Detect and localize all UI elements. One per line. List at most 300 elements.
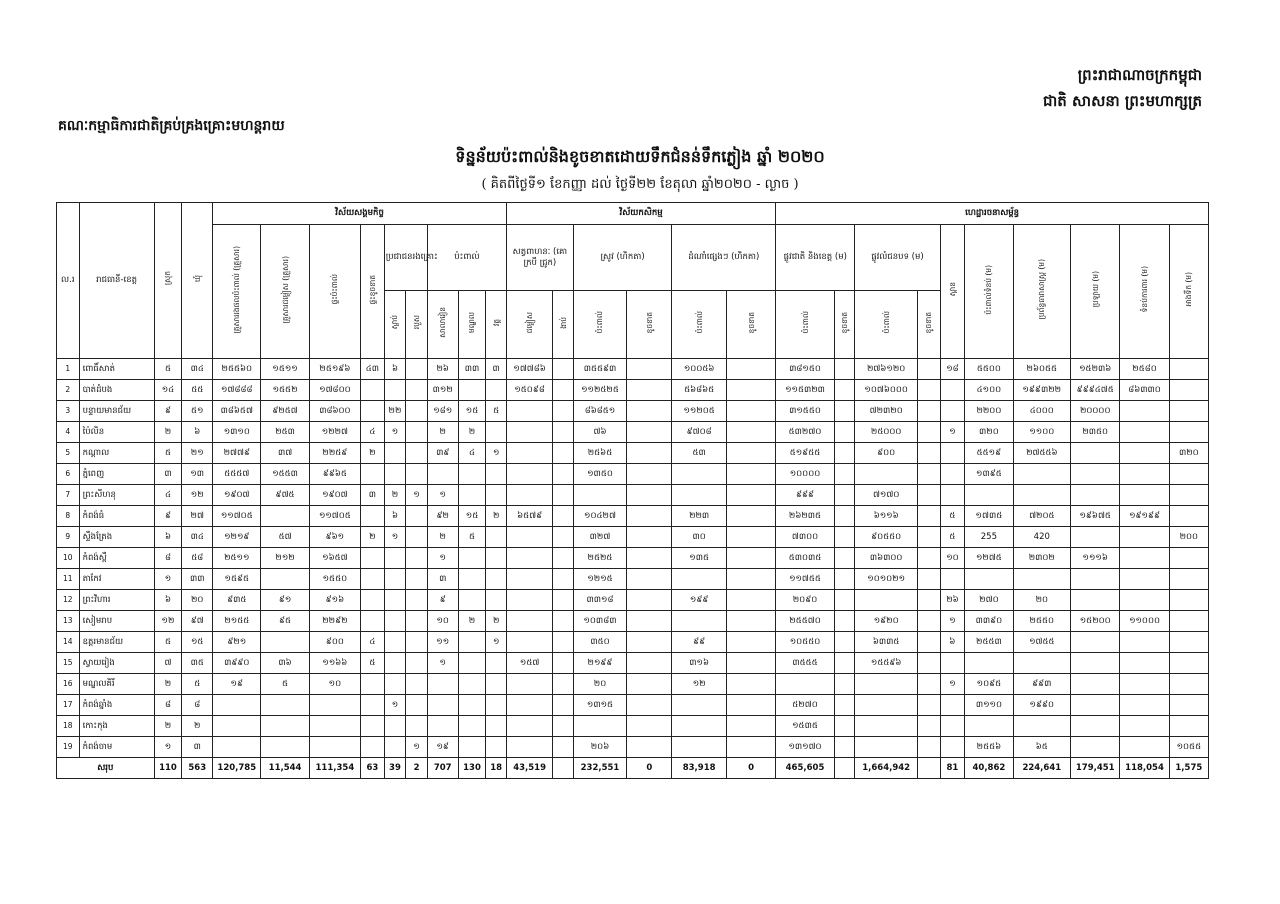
table-cell <box>726 422 775 443</box>
table-cell: ៣០ <box>672 527 726 548</box>
table-cell <box>1071 443 1120 464</box>
row-number: 1 <box>57 359 80 380</box>
table-cell: ២០០០០ <box>1071 401 1120 422</box>
table-cell: ១១១៦ <box>1071 548 1120 569</box>
commune-count: ៣៤ <box>182 359 213 380</box>
kingdom-line1: ព្រះរាជាណាចក្រកម្ពុជា <box>1077 66 1202 84</box>
header-commune: ឃុំ <box>192 274 202 283</box>
table-cell <box>918 548 941 569</box>
table-cell: ២៧០ <box>965 590 1013 611</box>
total-cell: 224,641 <box>1013 758 1071 779</box>
row-number: 5 <box>57 443 80 464</box>
table-cell: ២០៩០ <box>776 590 835 611</box>
row-number: 2 <box>57 380 80 401</box>
table-cell: ១២ <box>672 674 726 695</box>
table-cell <box>940 464 965 485</box>
table-cell <box>965 485 1013 506</box>
total-cell: 63 <box>361 758 385 779</box>
table-cell <box>1071 527 1120 548</box>
header-health: មណ្ឌល <box>467 311 477 334</box>
table-cell: ១១ <box>427 632 458 653</box>
table-cell: ៤០០០ <box>1013 401 1071 422</box>
table-cell <box>458 674 486 695</box>
table-cell: ៦៥ <box>1013 737 1071 758</box>
table-cell: ១៥១១ <box>261 359 309 380</box>
table-cell: ២៧៥៥៦ <box>1013 443 1071 464</box>
table-cell <box>672 695 726 716</box>
district-count: ៥ <box>154 443 182 464</box>
table-cell <box>855 737 918 758</box>
table-cell: ៤១០០ <box>965 380 1013 401</box>
table-cell <box>1120 590 1169 611</box>
document-subtitle: ( គិតពីថ្ងៃទី១ ខែកញ្ញា ដល់ ថ្ងៃទី២២ ខែតុលា ឆ្នាំ២០២០ - ល្ងាច ) <box>481 177 799 192</box>
table-cell: ២៥០០០ <box>855 422 918 443</box>
table-cell <box>361 611 385 632</box>
table-cell: ៩១៦ <box>309 590 360 611</box>
table-cell <box>507 527 553 548</box>
district-count: ៥ <box>154 359 182 380</box>
commune-count: ៥១ <box>182 401 213 422</box>
table-cell: ៥ <box>940 506 965 527</box>
table-cell: ១៩៩០ <box>1013 695 1071 716</box>
table-cell <box>553 485 574 506</box>
table-cell: 255 <box>965 527 1013 548</box>
header-dead: ស្លាប់ <box>390 315 400 330</box>
table-cell: ២៧៧៩ <box>213 443 261 464</box>
table-cell <box>213 737 261 758</box>
table-row <box>57 464 1209 485</box>
table-cell <box>427 716 458 737</box>
row-number: 7 <box>57 485 80 506</box>
table-cell: ១២២៧ <box>309 422 360 443</box>
province-name: ពោធិ៍សាត់ <box>79 359 154 380</box>
table-cell: ៣ <box>486 359 507 380</box>
table-cell: ១៨ <box>940 359 965 380</box>
total-cell: 465,605 <box>776 758 835 779</box>
table-cell: ១០ <box>427 611 458 632</box>
table-cell <box>940 737 965 758</box>
table-cell <box>1071 569 1120 590</box>
table-cell <box>726 548 775 569</box>
table-cell: ២៥៥៣ <box>965 632 1013 653</box>
total-label: សរុប <box>57 758 155 779</box>
table-cell: ២ <box>427 422 458 443</box>
table-cell <box>855 674 918 695</box>
table-cell <box>507 401 553 422</box>
table-cell <box>726 443 775 464</box>
table-cell: ២ <box>384 485 406 506</box>
table-cell <box>726 590 775 611</box>
table-cell: ១៥៥៣ <box>261 464 309 485</box>
table-cell <box>1120 422 1169 443</box>
header-infra: ហេដ្ឋារចនាសម្ព័ន្ធ <box>776 203 1209 225</box>
table-cell <box>1013 485 1071 506</box>
table-cell: ៥៦៨៦៥ <box>672 380 726 401</box>
table-cell: ៣ <box>361 485 385 506</box>
table-cell <box>627 632 672 653</box>
table-cell: ២៦២៣៥ <box>776 506 835 527</box>
table-cell <box>553 716 574 737</box>
table-cell <box>1169 590 1208 611</box>
table-cell <box>553 695 574 716</box>
table-cell: ១១២៥២៥ <box>573 380 626 401</box>
table-cell <box>918 737 941 758</box>
table-cell <box>384 569 406 590</box>
table-cell: ៣៣ <box>458 359 486 380</box>
header-irrigation: ប្រព័ន្ធធារាសាស្ត្រ (ម) <box>1037 259 1047 320</box>
table-cell: ២០៦ <box>573 737 626 758</box>
table-cell <box>834 506 855 527</box>
total-cell: 232,551 <box>573 758 626 779</box>
table-cell: ៦៣៣៥ <box>855 632 918 653</box>
table-cell <box>553 632 574 653</box>
header-other-crops: ដំណាំផ្សេងៗ (ហិកតា) <box>672 225 776 291</box>
table-cell <box>918 464 941 485</box>
row-number: 16 <box>57 674 80 695</box>
table-cell: ១១៦៦ <box>309 653 360 674</box>
table-cell <box>940 443 965 464</box>
table-cell <box>553 380 574 401</box>
table-cell: ១៩៦៧៥ <box>1071 506 1120 527</box>
province-name: កណ្ដាល <box>79 443 154 464</box>
table-cell <box>384 611 406 632</box>
header-houses-damaged: ផ្ទះខូចខាត <box>367 274 377 305</box>
table-cell <box>672 611 726 632</box>
table-cell <box>1013 653 1071 674</box>
commune-count: ៥៥ <box>182 380 213 401</box>
table-cell: ២៥១៩៦ <box>309 359 360 380</box>
table-cell: ១៧៥៥ <box>1013 632 1071 653</box>
table-cell: ៩០០ <box>855 443 918 464</box>
table-cell: ១៩៩៣២២ <box>1013 380 1071 401</box>
total-cell: 120,785 <box>213 758 261 779</box>
table-cell: ១ <box>940 422 965 443</box>
table-cell: ៩៦១ <box>309 527 360 548</box>
table-cell <box>1169 464 1208 485</box>
row-number: 15 <box>57 653 80 674</box>
table-cell <box>672 485 726 506</box>
table-cell <box>1169 653 1208 674</box>
table-cell: ៥ <box>361 653 385 674</box>
kingdom-header <box>1043 62 1202 114</box>
header-school: សាលារៀន <box>438 307 448 338</box>
table-cell <box>834 548 855 569</box>
table-cell <box>406 548 428 569</box>
district-count: ៦ <box>154 590 182 611</box>
table-cell <box>406 632 428 653</box>
table-cell <box>507 485 553 506</box>
total-row <box>57 758 1209 779</box>
table-cell: ៧២៣២០ <box>855 401 918 422</box>
table-cell <box>406 380 428 401</box>
table-row <box>57 359 1209 380</box>
table-row <box>57 569 1209 590</box>
table-cell: ១៥ <box>458 401 486 422</box>
commune-count: ៣៥ <box>182 653 213 674</box>
table-cell <box>384 716 406 737</box>
commune-count: ៩៧ <box>182 611 213 632</box>
table-cell: ១៥៣៥ <box>776 716 835 737</box>
table-cell: ១៩១៩៩ <box>1120 506 1169 527</box>
table-cell: ៩០៥៥០ <box>855 527 918 548</box>
commune-count: ២ <box>182 716 213 737</box>
table-cell: ១២១៩ <box>213 527 261 548</box>
table-cell <box>918 590 941 611</box>
table-cell: ៥ <box>486 401 507 422</box>
table-row <box>57 548 1209 569</box>
table-cell <box>918 401 941 422</box>
table-cell: ១៥៥០ <box>309 569 360 590</box>
table-cell: ២៦ <box>940 590 965 611</box>
table-cell <box>507 632 553 653</box>
table-cell <box>965 716 1013 737</box>
table-cell <box>726 611 775 632</box>
table-cell <box>486 548 507 569</box>
table-cell <box>406 359 428 380</box>
district-count: ៦ <box>154 527 182 548</box>
table-cell <box>406 653 428 674</box>
table-cell <box>361 506 385 527</box>
total-cell: 0 <box>627 758 672 779</box>
district-count: ៣ <box>154 464 182 485</box>
district-count: ២ <box>154 716 182 737</box>
header-nroad-damaged: ខូចខាត <box>840 311 850 334</box>
table-cell <box>261 737 309 758</box>
table-cell <box>458 464 486 485</box>
table-cell <box>486 527 507 548</box>
table-cell: ១ <box>486 443 507 464</box>
table-cell <box>627 401 672 422</box>
province-name: កំពង់ធំ <box>79 506 154 527</box>
table-cell <box>726 380 775 401</box>
total-cell: 2 <box>406 758 428 779</box>
table-cell: ២០ <box>1013 590 1071 611</box>
table-row <box>57 443 1209 464</box>
header-rice-damaged: ខូចខាត <box>644 311 654 334</box>
table-cell <box>384 737 406 758</box>
row-number: 3 <box>57 401 80 422</box>
table-cell <box>965 569 1013 590</box>
row-number: 14 <box>57 632 80 653</box>
table-cell: ១៥៩៥ <box>213 569 261 590</box>
table-cell: ៥២៧០ <box>776 695 835 716</box>
table-cell: ១៥ <box>458 506 486 527</box>
table-cell <box>553 590 574 611</box>
table-cell <box>1071 737 1120 758</box>
table-cell: ១៩០៧ <box>213 485 261 506</box>
table-cell: ១០៥៥ <box>1169 737 1208 758</box>
header-pagoda: វត្ត <box>491 318 501 327</box>
table-cell: ១០៩៥ <box>965 674 1013 695</box>
table-cell <box>834 632 855 653</box>
table-cell: ១៣៥ <box>672 548 726 569</box>
header-rural-road: ផ្លូវលំជនបទ (ម) <box>855 225 940 291</box>
table-cell <box>855 695 918 716</box>
table-cell <box>427 674 458 695</box>
table-cell <box>834 737 855 758</box>
table-cell: ៨៦៨៥១ <box>573 401 626 422</box>
table-cell: ១ <box>406 485 428 506</box>
table-cell <box>918 443 941 464</box>
table-cell <box>1169 716 1208 737</box>
table-cell: ៧៦ <box>573 422 626 443</box>
row-number: 9 <box>57 527 80 548</box>
table-row <box>57 737 1209 758</box>
table-cell <box>918 674 941 695</box>
table-cell <box>726 464 775 485</box>
total-cell: 118,054 <box>1120 758 1169 779</box>
table-cell: ២ <box>427 527 458 548</box>
province-name: ឧត្ដរមានជ័យ <box>79 632 154 653</box>
total-cell: 11,544 <box>261 758 309 779</box>
table-cell: ២៥៥០ <box>1013 611 1071 632</box>
table-cell: ១៧៧៨៦ <box>507 359 553 380</box>
table-row <box>57 380 1209 401</box>
table-cell: ២១២ <box>261 548 309 569</box>
table-cell: ២២ <box>384 401 406 422</box>
table-cell <box>458 632 486 653</box>
table-cell: ៣៣១៨ <box>573 590 626 611</box>
table-cell <box>406 569 428 590</box>
province-name: បន្ទាយមានជ័យ <box>79 401 154 422</box>
table-cell: ១០១០២១ <box>855 569 918 590</box>
table-cell <box>855 716 918 737</box>
table-cell <box>834 422 855 443</box>
header-rice-affected: ប៉ះពាល់ <box>595 311 605 334</box>
total-district: 110 <box>154 758 182 779</box>
table-cell <box>627 611 672 632</box>
table-cell <box>627 653 672 674</box>
header-bridge: ស្ពាន <box>947 282 957 297</box>
table-cell: ១ <box>486 632 507 653</box>
table-cell: ៩២៥៧ <box>261 401 309 422</box>
table-cell <box>553 506 574 527</box>
table-cell: ៥៥៥៧ <box>213 464 261 485</box>
table-cell: ២៧៦១២០ <box>855 359 918 380</box>
table-cell <box>553 359 574 380</box>
table-cell <box>627 695 672 716</box>
table-cell: ២ <box>486 506 507 527</box>
table-cell: ១៩០៧ <box>309 485 360 506</box>
table-cell <box>918 527 941 548</box>
table-cell <box>1169 485 1208 506</box>
table-cell <box>627 674 672 695</box>
table-cell: ១១០០ <box>1013 422 1071 443</box>
table-cell: ១ <box>406 737 428 758</box>
total-cell: 111,354 <box>309 758 360 779</box>
table-cell <box>1169 380 1208 401</box>
table-cell: ២០០ <box>1169 527 1208 548</box>
table-cell <box>309 737 360 758</box>
table-cell <box>855 464 918 485</box>
table-cell <box>1071 590 1120 611</box>
table-cell <box>406 590 428 611</box>
table-cell <box>1071 716 1120 737</box>
table-cell: ១៥៥៩៦ <box>855 653 918 674</box>
table-cell <box>486 737 507 758</box>
table-cell <box>1071 695 1120 716</box>
table-cell: ៣១១០ <box>965 695 1013 716</box>
table-cell <box>627 422 672 443</box>
table-cell: ១៩ <box>213 674 261 695</box>
table-cell: ១ <box>384 527 406 548</box>
table-cell <box>918 632 941 653</box>
table-cell <box>627 527 672 548</box>
commune-count: ៨ <box>182 695 213 716</box>
table-cell <box>918 611 941 632</box>
table-cell <box>384 443 406 464</box>
total-cell: 81 <box>940 758 965 779</box>
table-cell <box>361 548 385 569</box>
table-cell <box>834 359 855 380</box>
table-cell: ៣៦ <box>261 653 309 674</box>
table-cell: ៣៩ <box>427 443 458 464</box>
table-cell: ១០ <box>940 548 965 569</box>
table-cell: ៧៣០០ <box>776 527 835 548</box>
table-cell: ១២៧៥ <box>965 548 1013 569</box>
table-cell <box>309 716 360 737</box>
table-cell: ២៣៥០ <box>1071 422 1120 443</box>
table-cell: ២៥៥៧០ <box>776 611 835 632</box>
table-cell: ១ <box>427 653 458 674</box>
table-cell <box>458 380 486 401</box>
table-cell <box>940 653 965 674</box>
header-houses: ផ្ទះប៉ះពាល់ <box>330 274 340 305</box>
header-nroad-affected: ប៉ះពាល់ <box>800 311 810 334</box>
table-cell <box>553 548 574 569</box>
total-cell: 83,918 <box>672 758 726 779</box>
table-row <box>57 674 1209 695</box>
table-cell <box>940 695 965 716</box>
total-commune: 563 <box>182 758 213 779</box>
province-name: កំពង់ស្ពឺ <box>79 548 154 569</box>
table-cell <box>458 695 486 716</box>
table-cell <box>940 380 965 401</box>
row-number: 10 <box>57 548 80 569</box>
table-cell: ៣៩៩០ <box>213 653 261 674</box>
table-cell: ៣២០ <box>965 422 1013 443</box>
table-cell: ១០០៥៦ <box>672 359 726 380</box>
table-cell: ១១៧០៥ <box>213 506 261 527</box>
table-cell <box>361 590 385 611</box>
table-cell <box>1120 695 1169 716</box>
table-cell <box>458 548 486 569</box>
table-cell: ៥១៩៥៥ <box>776 443 835 464</box>
table-cell <box>1071 632 1120 653</box>
table-cell: ២ <box>361 527 385 548</box>
table-cell <box>361 401 385 422</box>
table-cell <box>726 569 775 590</box>
header-social: វិស័យសង្គមកិច្ច <box>213 203 507 225</box>
total-cell: 707 <box>427 758 458 779</box>
table-row <box>57 590 1209 611</box>
total-cell: 130 <box>458 758 486 779</box>
table-cell: ២ <box>361 443 385 464</box>
table-cell <box>406 695 428 716</box>
table-cell: ១០៤២៧ <box>573 506 626 527</box>
table-cell <box>918 422 941 443</box>
table-cell: ៣៧ <box>261 443 309 464</box>
table-cell: ១៣១៧០ <box>776 737 835 758</box>
row-number: 18 <box>57 716 80 737</box>
table-cell: ២៥៨០ <box>1120 359 1169 380</box>
table-cell <box>918 506 941 527</box>
commune-count: ៣៤ <box>182 527 213 548</box>
committee-name: គណៈកម្មាធិការជាតិគ្រប់គ្រងគ្រោះមហន្តរាយ <box>58 118 285 134</box>
total-cell <box>834 758 855 779</box>
header-hh-evacuated: គ្រួសារជម្លៀស (គ្រួសារ) <box>280 255 290 324</box>
table-cell <box>776 674 835 695</box>
